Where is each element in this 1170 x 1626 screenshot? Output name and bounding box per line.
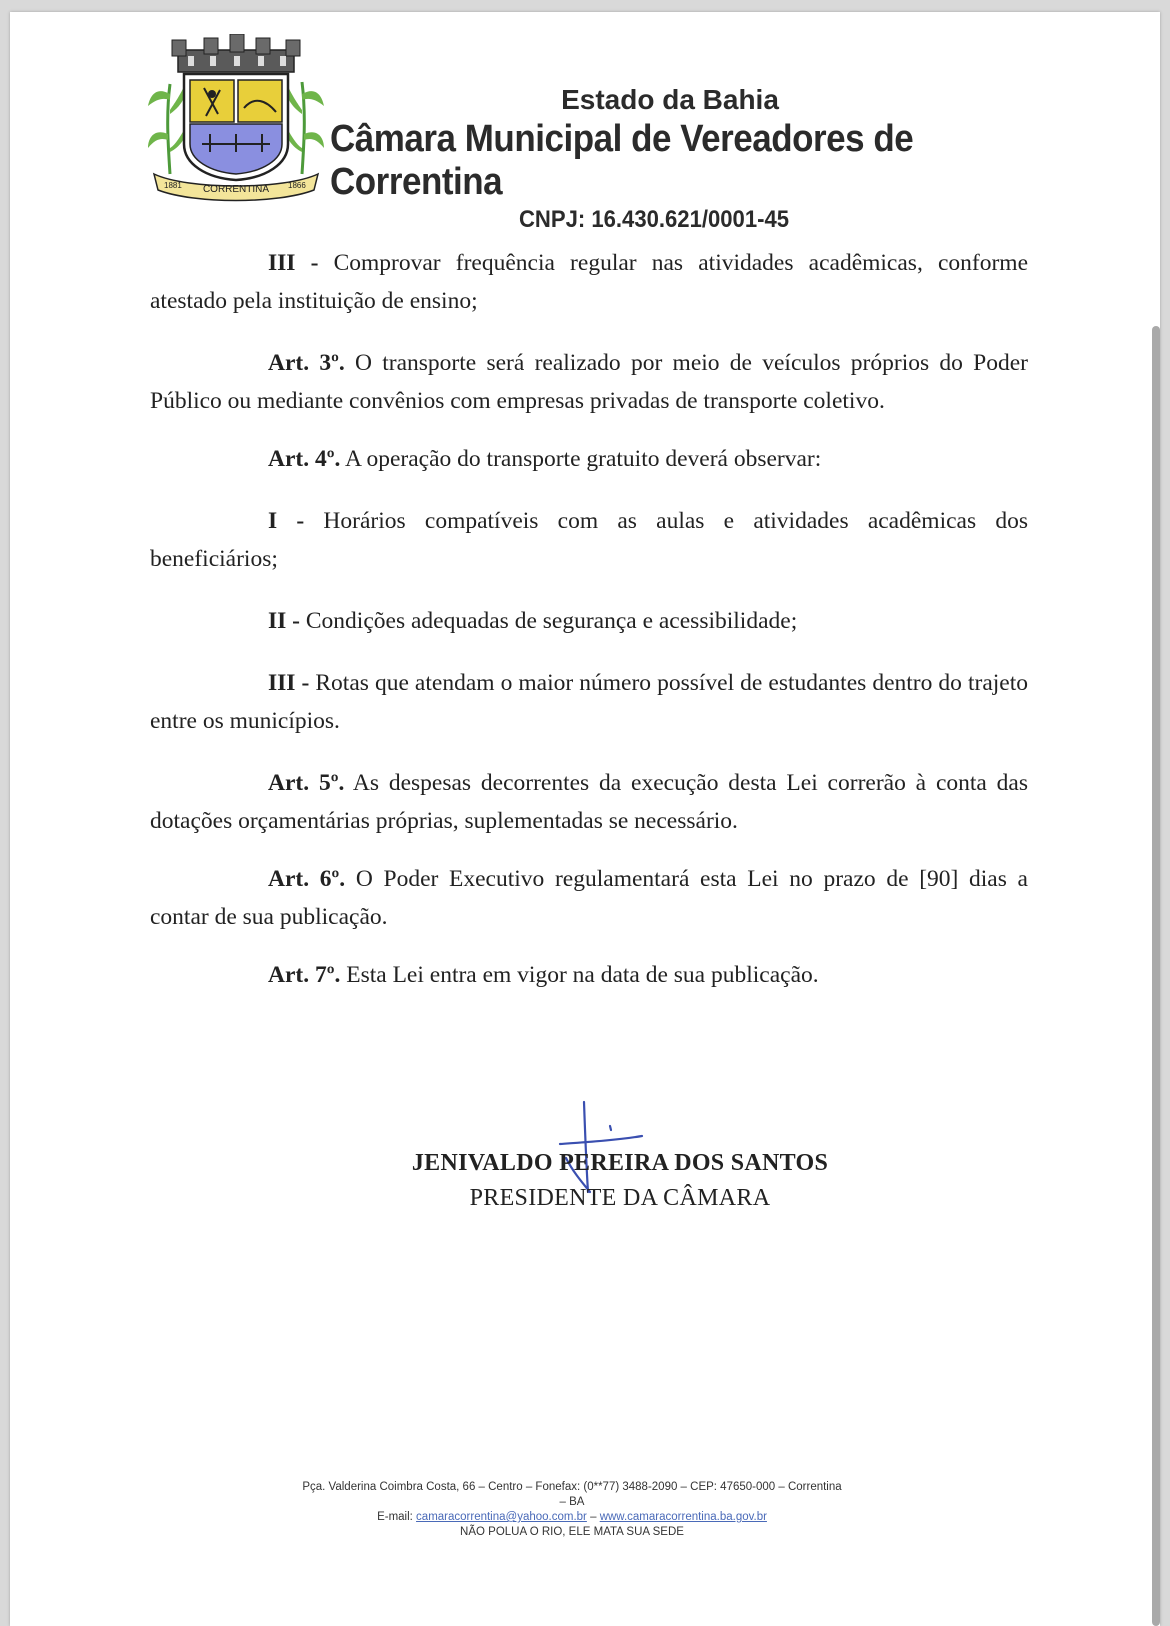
item-ii-safety [150,602,1028,640]
item-i-schedules [150,502,1028,578]
state-name: Estado da Bahia [561,84,779,115]
letterhead [330,84,1070,234]
document-body [150,244,1028,994]
article-lead: Art. 4º. [268,446,341,472]
item-lead: I - [268,508,305,534]
crest-year-right: 1866 [288,181,306,190]
article-text: As despesas decorrentes da execução desta Lei correrão à conta das dotações orçamentárias próprias, suplementadas se necessário. [150,770,1028,834]
municipal-crest-logo [148,34,324,202]
article-3 [150,344,1028,420]
item-text: Comprovar frequência regular nas atividades acadêmicas, conforme atestado pela instituição de ensino; [150,250,1029,314]
footer-contact [302,1510,842,1525]
article-6 [150,860,1028,936]
article-4 [150,440,1028,478]
footer-motto: NÃO POLUA O RIO, ELE MATA SUA SEDE [460,1526,684,1538]
article-lead: Art. 7º. [268,962,341,988]
vertical-scrollbar[interactable] [1152,326,1160,1626]
article-lead: Art. 6º. [268,866,346,892]
email-link[interactable]: camaracorrentina@yahoo.com.br [416,1511,587,1523]
article-text: A operação do transporte gratuito deverá observar: [340,446,822,472]
article-text: O transporte será realizado por meio de veículos próprios do Poder Público ou mediante convênios com empresas privadas de transporte coletivo. [150,350,1028,414]
document-page [10,12,1160,1626]
paragraph-iii-frequency [150,244,1028,320]
article-5 [150,764,1028,840]
item-lead: III - [268,250,319,276]
website-link[interactable]: www.camaracorrentina.ba.gov.br [599,1511,767,1523]
item-text: Horários compatíveis com as aulas e atividades acadêmicas dos beneficiários; [150,508,1028,572]
footer-address: Pça. Valderina Coimbra Costa, 66 – Centro – Fonefax: (0**77) 3488-2090 – CEP: 47650-000 – Correntina – BA [302,1481,842,1508]
crest-year-left: 1881 [164,181,182,190]
item-text: Rotas que atendam o maior número possível de estudantes dentro do trajeto entre os municípios. [150,670,1028,734]
signature-block [410,1150,830,1212]
cnpj-number: CNPJ: 16.430.621/0001-45 [518,206,790,233]
signer-name: JENIVALDO PEREIRA DOS SANTOS [411,1150,829,1176]
chamber-name: Câmara Municipal de Vereadores de Correntina [330,118,914,203]
signer-role: PRESIDENTE DA CÂMARA [469,1185,771,1211]
item-lead: II - [268,608,300,634]
article-text: O Poder Executivo regulamentará esta Lei no prazo de [90] dias a contar de sua publicação. [150,866,1028,930]
article-7 [150,956,1028,994]
item-lead: III - [268,670,310,696]
crest-banner-text: CORRENTINA [202,184,270,195]
separator: – [586,1511,600,1523]
email-label: E-mail: [377,1511,413,1523]
item-text: Condições adequadas de segurança e acessibilidade; [300,608,798,634]
item-iii-routes [150,664,1028,740]
article-lead: Art. 3º. [268,350,345,376]
letterhead-footer [302,1480,842,1540]
article-text: Esta Lei entra em vigor na data de sua publicação. [340,962,819,988]
article-lead: Art. 5º. [268,770,345,796]
